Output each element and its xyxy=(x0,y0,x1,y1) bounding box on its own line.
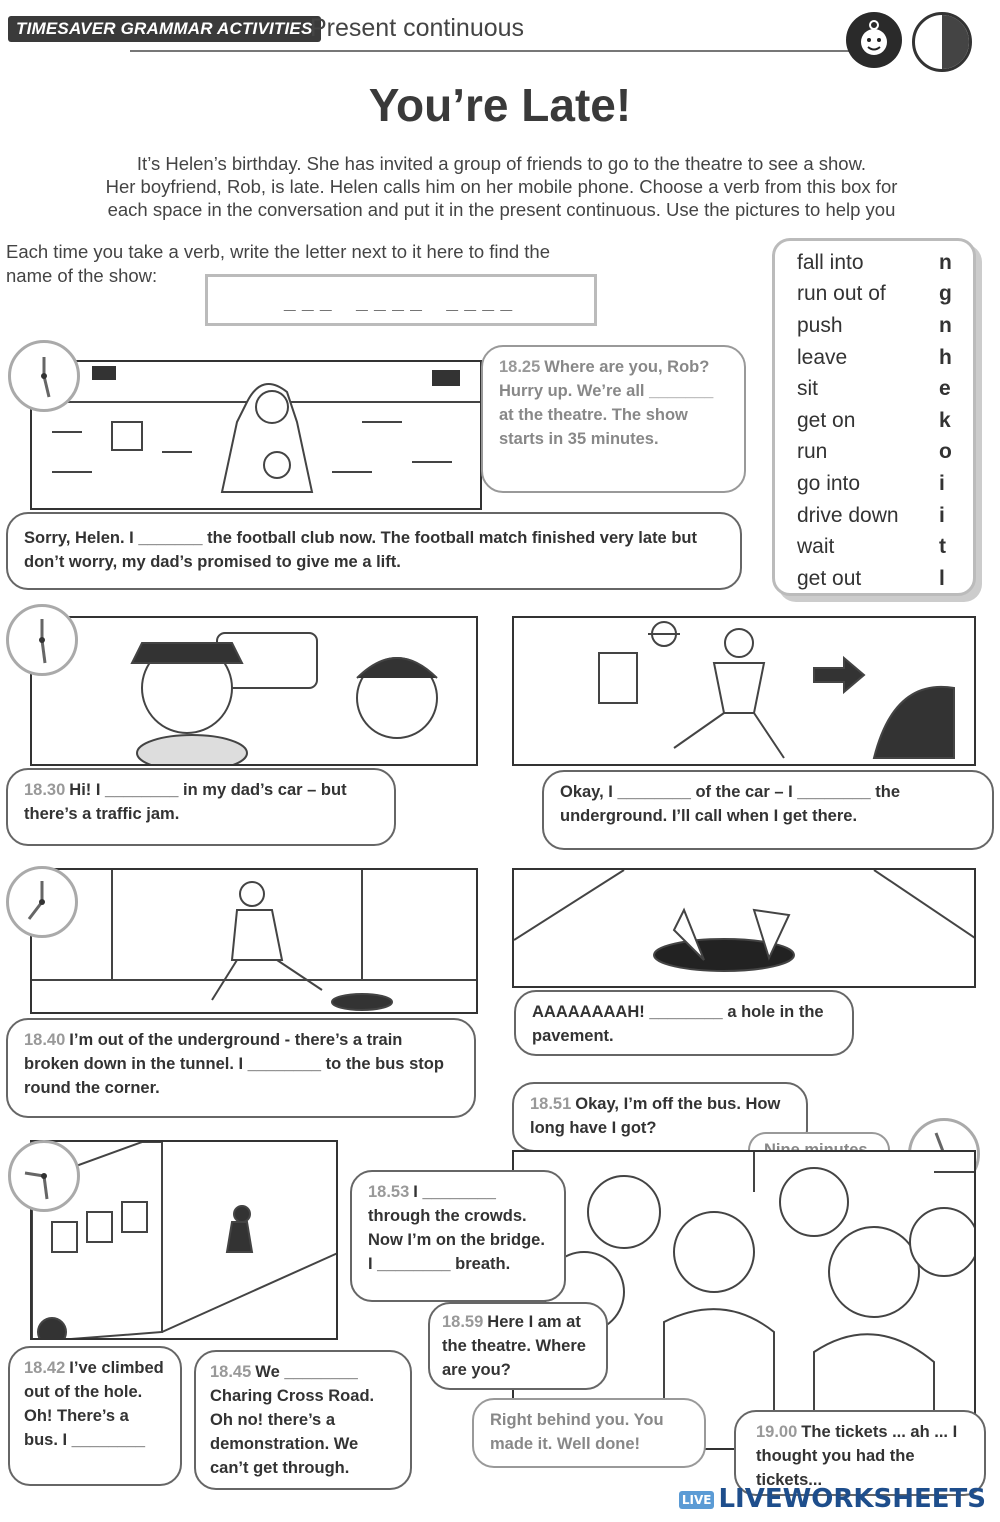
bubble-1845: 18.45 We ________ Charing Cross Road. Oh no! there’s a demonstration. We can’t get through. xyxy=(194,1350,412,1490)
bubble-1851: 18.51 Okay, I’m off the bus. How long have I got? xyxy=(512,1082,808,1152)
verb-row xyxy=(797,437,973,469)
clock-1825-icon xyxy=(8,340,80,412)
bubble-1840: 18.40 I’m out of the underground - there’s a train broken down in the tunnel. I ________ to the bus stop round the corner. xyxy=(6,1018,476,1118)
verb-label: drive down xyxy=(797,503,899,527)
clock-1830-icon xyxy=(6,604,78,676)
bubble-right-behind: Right behind you. You made it. Well done! xyxy=(472,1398,706,1468)
verb-row xyxy=(797,563,973,595)
clock-1842-icon xyxy=(8,1140,80,1212)
verb-label: get on xyxy=(797,408,856,432)
page-title: You’re Late! xyxy=(368,79,632,131)
verb-label: fall into xyxy=(797,250,864,274)
bubble-sorry-helen: Sorry, Helen. I _______ the football club now. The football match finished very late but don’t worry, my dad’s promised to give me a lift. xyxy=(6,512,742,590)
verb-row xyxy=(797,373,973,405)
clock-1840-icon xyxy=(6,866,78,938)
verb-letter: n xyxy=(939,313,952,337)
panel-underground xyxy=(512,616,976,766)
verb-row xyxy=(797,310,973,342)
verb-label: get out xyxy=(797,566,862,590)
panel-car xyxy=(30,616,478,766)
bubble-1842: 18.42 I’ve climbed out of the hole. Oh! There’s a bus. I ________ xyxy=(8,1346,182,1486)
clock-logo-icon xyxy=(912,12,972,72)
panel-hole xyxy=(512,868,976,988)
bubble-get-out-car: Okay, I ________ of the car – I ________ the underground. I’ll call when I get there. xyxy=(542,770,994,850)
series-tag: TIMESAVER GRAMMAR ACTIVITIES xyxy=(8,16,321,42)
show-name-answer-box[interactable]: ___ ____ ____ xyxy=(205,274,597,326)
verb-row xyxy=(797,468,973,500)
verb-row xyxy=(797,500,973,532)
verb-label: sit xyxy=(797,377,818,401)
verb-letter: l xyxy=(939,566,945,590)
verb-label: leave xyxy=(797,345,848,369)
verb-label: go into xyxy=(797,471,861,495)
bubble-1853: 18.53 I ________ through the crowds. Now I’m on the bridge. I ________ breath. xyxy=(350,1170,566,1302)
bubble-1900: 19.00 The tickets ... ah ... I thought you had the tickets... xyxy=(734,1410,986,1496)
verb-label: wait xyxy=(797,535,835,559)
verb-box xyxy=(772,238,976,596)
verb-letter: k xyxy=(939,408,951,432)
verb-letter: n xyxy=(939,250,952,274)
instruction-text: Each time you take a verb, write the letter next to it here to find the name of the show: xyxy=(6,241,550,286)
verb-label: push xyxy=(797,313,843,337)
bubble-1830: 18.30 Hi! I ________ in my dad’s car – but there’s a traffic jam. xyxy=(6,768,396,846)
verb-label: run xyxy=(797,440,828,464)
intro-text: It’s Helen’s birthday. She has invited a group of friends to go to the theatre to see a show. Her boyfriend, Rob, is late. Helen calls him on her mobile phone. Choose a verb from this box for each space in the conversation and put it in the present continuous. Use the pictures to help you xyxy=(105,153,898,220)
bubble-1825: 18.25 Where are you, Rob? Hurry up. We’re all _______ at the theatre. The show starts in 35 minutes. xyxy=(481,345,746,493)
verb-row xyxy=(797,405,973,437)
verb-letter: t xyxy=(939,535,946,559)
verb-row xyxy=(797,279,973,311)
verb-letter: i xyxy=(939,471,945,495)
verb-label: run out of xyxy=(797,282,886,306)
liveworksheets-logo: LIVE LIVEWORKSHEETS xyxy=(679,1484,986,1514)
verb-letter: g xyxy=(939,282,952,306)
verb-letter: o xyxy=(939,440,952,464)
character-logo-icon xyxy=(846,12,902,68)
bubble-fall-hole: AAAAAAAAH! ________ a hole in the pavement. xyxy=(514,990,854,1056)
panel-football-club xyxy=(30,360,482,510)
verb-letter: i xyxy=(939,503,945,527)
verb-row xyxy=(797,247,973,279)
bubble-1859: 18.59 Here I am at the theatre. Where are you? xyxy=(428,1302,608,1390)
verb-row xyxy=(797,342,973,374)
verb-letter: e xyxy=(939,377,951,401)
header-divider xyxy=(130,50,880,52)
verb-row xyxy=(797,531,973,563)
panel-running xyxy=(30,868,478,1014)
verb-letter: h xyxy=(939,345,952,369)
topic-title: Present continuous xyxy=(310,14,525,42)
